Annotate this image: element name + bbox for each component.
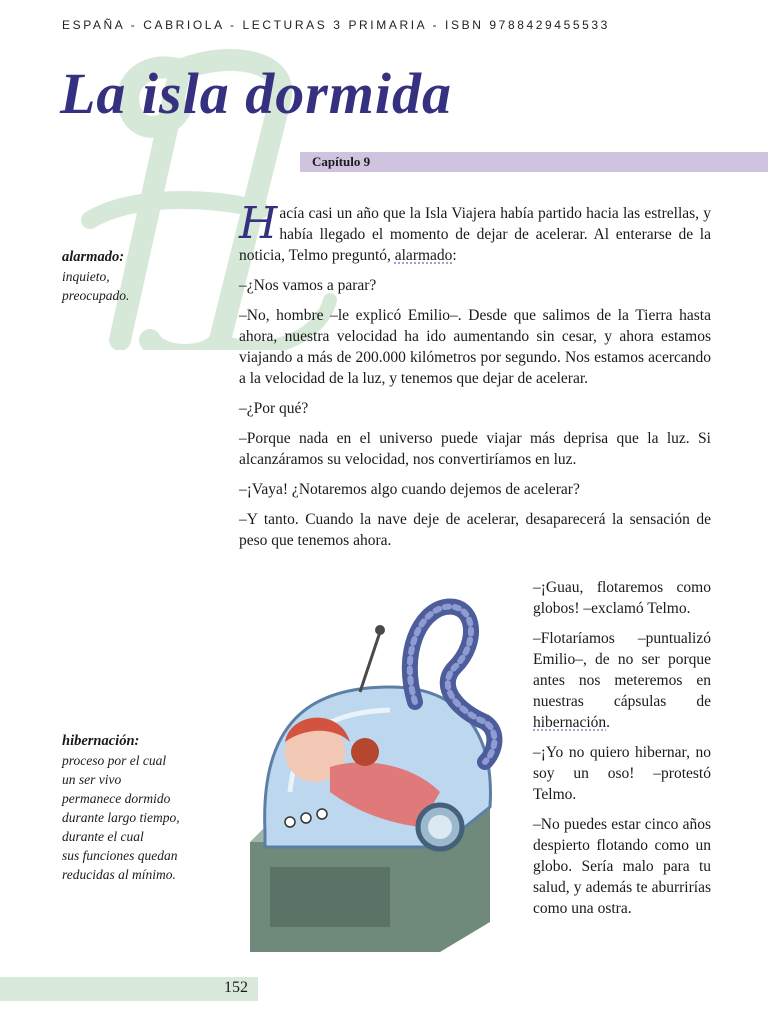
glossary-def-line: preocupado. [62, 288, 130, 303]
glossary-link-hibernacion[interactable]: hibernación [533, 714, 607, 731]
glossary-term: alarmado: [62, 249, 125, 265]
paragraph: –¡Vaya! ¿Notaremos algo cuando dejemos de acelerar? [239, 481, 580, 498]
glossary-def-line: inquieto, [62, 269, 110, 284]
glossary-def-line: un ser vivo [62, 772, 122, 787]
glossary-entry-alarmado [62, 248, 232, 305]
paragraph: –Y tanto. Cuando la nave deje de acelerar, desaparecerá la sensación de peso que tenemos ahora. [239, 511, 711, 549]
glossary-def-line: permanece dormido [62, 791, 171, 806]
book-header: ESPAÑA - CABRIOLA - LECTURAS 3 PRIMARIA - ISBN 9788429455533 [62, 18, 610, 32]
paragraph: –¡Guau, flotaremos como globos! –exclamó Telmo. [533, 579, 711, 617]
paragraph: –No puedes estar cinco años despierto flotando como un globo. Sería malo para tu salud, y además te aburrirías como una ostra. [533, 816, 711, 917]
paragraph: –Flotaríamos –puntualizó Emilio–, de no ser porque antes nos meteremos en nuestras cápsulas de hibernación. [533, 630, 711, 731]
story-text [239, 198, 711, 560]
paragraph: –No, hombre –le explicó Emilio–. Desde que salimos de la Tierra hasta ahora, nuestra velocidad ha ido aumentando sin cesar, y ahora estamos viajando a más de 200.000 kilómetros por segundo. Nos estamos acercando a la velocidad de la luz, y tenemos que dejar de acelerar. [239, 307, 711, 387]
glossary-def-line: durante el cual [62, 829, 144, 844]
drop-cap: H [239, 198, 278, 249]
page-number: 152 [224, 979, 248, 996]
chapter-bar [300, 152, 768, 172]
glossary-def-line: sus funciones quedan [62, 848, 178, 863]
story-title: La isla dormida [60, 61, 453, 126]
page-footer-bar [0, 977, 258, 1001]
chapter-label: Capítulo 9 [312, 154, 371, 169]
glossary-def-line: durante largo tiempo, [62, 810, 180, 825]
glossary-term: hibernación: [62, 733, 140, 749]
paragraph: –¡Yo no quiero hibernar, no soy un oso! –protestó Telmo. [533, 744, 711, 803]
glossary-def-line: reducidas al mínimo. [62, 867, 176, 882]
paragraph: –Porque nada en el universo puede viajar más deprisa que la luz. Si alcanzáramos su velocidad, nos convertiríamos en luz. [239, 430, 711, 468]
glossary-link-alarmado[interactable]: alarmado [394, 247, 453, 264]
hibernation-capsule-illustration [240, 592, 510, 952]
glossary-entry-hibernacion [62, 732, 232, 884]
story-text-right-column [533, 577, 711, 928]
paragraph: Hacía casi un año que la Isla Viajera había partido hacia las estrellas, y había llegado el momento de dejar de acelerar. Al enterarse de la noticia, Telmo preguntó, alarmado: [239, 198, 711, 264]
glossary-def-line: proceso por el cual [62, 753, 167, 768]
paragraph: –¿Por qué? [239, 400, 309, 417]
paragraph: –¿Nos vamos a parar? [239, 277, 377, 294]
